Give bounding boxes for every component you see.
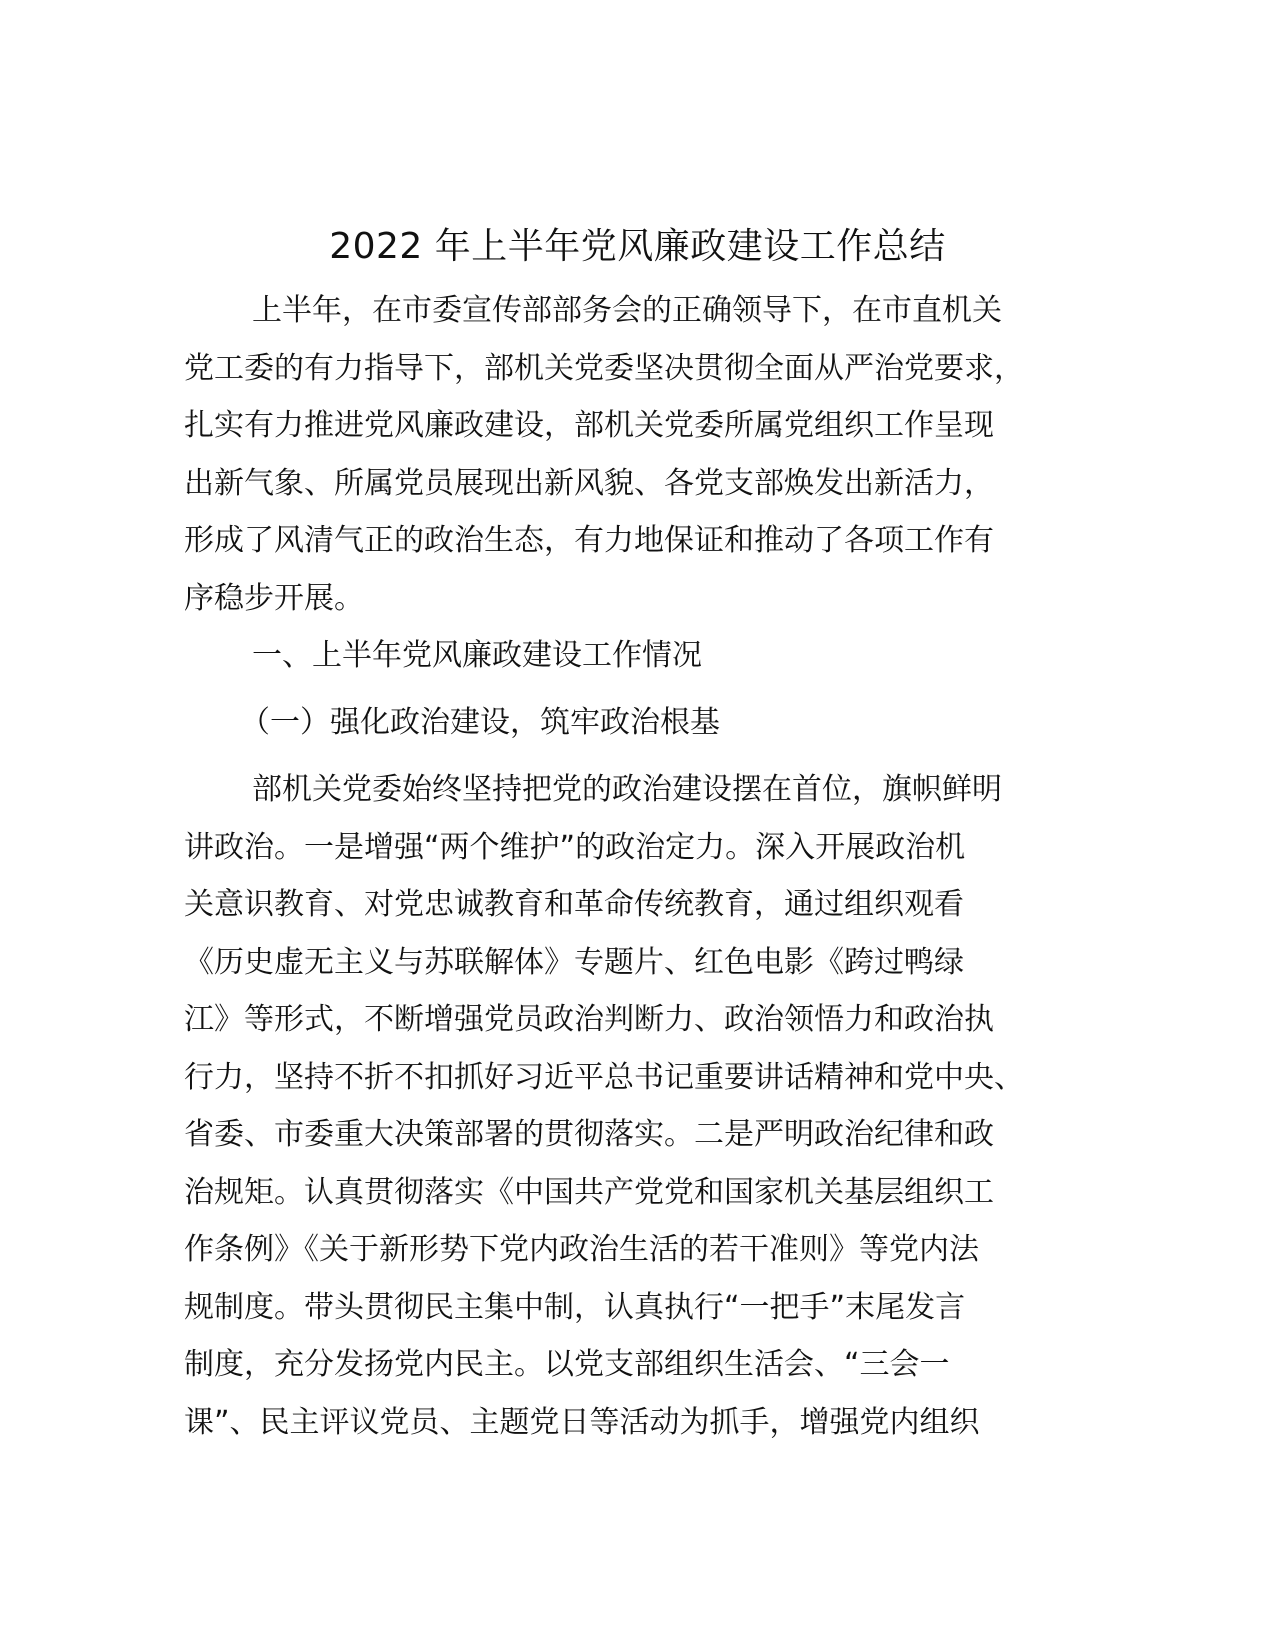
paragraph-line: 扎实有力推进党风廉政建设，部机关党委所属党组织工作呈现	[184, 408, 994, 443]
paragraph-line: 《历史虚无主义与苏联解体》专题片、红色电影《跨过鸭绿	[184, 944, 964, 980]
paragraph-line: 治规矩。认真贯彻落实《中国共产党党和国家机关基层组织工	[184, 1174, 994, 1210]
intro-paragraph	[184, 282, 1099, 627]
paragraph-line: 讲政治。一是增强“两个维护”的政治定力。深入开展政治机	[184, 829, 966, 865]
body-paragraph	[184, 761, 1099, 1451]
paragraph-line: 形成了风清气正的政治生态，有力地保证和推动了各项工作有	[184, 523, 994, 558]
paragraph-line: 行力，坚持不折不扣抓好习近平总书记重要讲话精神和党中央、	[184, 1059, 1024, 1095]
paragraph-line: 出新气象、所属党员展现出新风貌、各党支部焕发出新活力，	[184, 465, 994, 501]
paragraph-line: 党工委的有力指导下，部机关党委坚决贯彻全面从严治党要求，	[184, 350, 1024, 386]
paragraph-line: 省委、市委重大决策部署的贯彻落实。二是严明政治纪律和政	[184, 1117, 994, 1152]
paragraph-line: 序稳步开展。	[184, 580, 364, 616]
paragraph-line: 制度，充分发扬党内民主。以党支部组织生活会、“三会一	[184, 1347, 950, 1382]
paragraph-line: 部机关党委始终坚持把党的政治建设摆在首位，旗帜鲜明	[252, 772, 1002, 807]
paragraph-line: 江》等形式，不断增强党员政治判断力、政治领悟力和政治执	[184, 1002, 994, 1037]
paragraph-line: 上半年，在市委宣传部部务会的正确领导下，在市直机关	[252, 293, 1002, 328]
paragraph-line: 作条例》《关于新形势下党内政治生活的若干准则》等党内法	[184, 1232, 979, 1267]
section-heading: 一、上半年党风廉政建设工作情况	[252, 638, 702, 673]
subsection-heading: （一）强化政治建设，筑牢政治根基	[240, 705, 720, 740]
paragraph-line: 规制度。带头贯彻民主集中制，认真执行“一把手”末尾发言	[184, 1289, 966, 1325]
paragraph-line: 关意识教育、对党忠诚教育和革命传统教育，通过组织观看	[184, 887, 964, 922]
paragraph-line: 课”、民主评议党员、主题党日等活动为抓手，增强党内组织	[184, 1404, 980, 1440]
document-title: 2022 年上半年党风廉政建设工作总结	[329, 226, 946, 267]
